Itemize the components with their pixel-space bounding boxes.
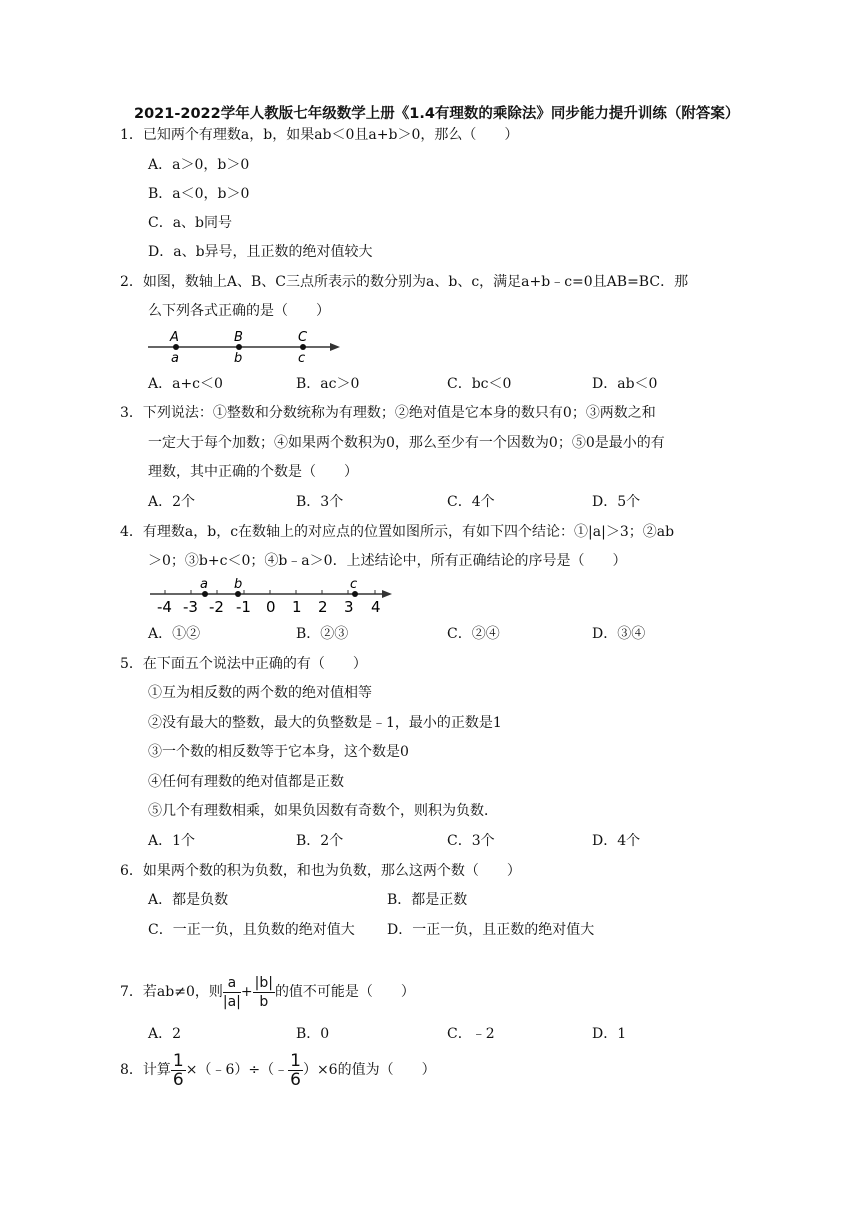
q4-tick-label: -3	[183, 598, 198, 616]
question-7-stem	[120, 970, 415, 1014]
question-4-stem-line1: 4．有理数a，b，c在数轴上的对应点的位置如图所示，有如下四个结论：①|a|＞3；②ab	[120, 524, 675, 540]
q4-option-a: A．①②	[148, 626, 201, 642]
q8-frac2-numerator: 1	[290, 1050, 301, 1071]
q6-option-b: B．都是正数	[387, 892, 468, 908]
q4-tick-label: -4	[157, 598, 172, 616]
q5-option-a: A．1个	[148, 833, 196, 849]
q7-frac1-numerator: a	[223, 974, 241, 993]
q4-tick-label: -2	[209, 598, 224, 616]
question-1-stem: 1．已知两个有理数a，b，如果ab＜0且a+b＞0，那么（ ）	[120, 127, 519, 143]
q2-label-B: B	[234, 330, 243, 345]
q7-plus-sign: +	[240, 984, 253, 1000]
q2-option-c: C．bc＜0	[447, 376, 512, 392]
q4-axis-arrow	[382, 590, 392, 598]
question-2-stem-line2: 么下列各式正确的是（ ）	[148, 303, 330, 319]
q1-option-b: B．a＜0，b＞0	[148, 186, 250, 202]
q8-stem-middle: ×（﹣6）÷（﹣	[185, 1062, 289, 1078]
q4-tick-label: 2	[318, 598, 328, 616]
q5-statement-4: ④任何有理数的绝对值都是正数	[148, 774, 344, 790]
q4-label-c: c	[350, 578, 358, 592]
q8-frac2-denominator: 6	[290, 1069, 301, 1090]
q7-frac1-denominator: |a|	[222, 993, 241, 1010]
q4-label-a: a	[200, 578, 208, 592]
q2-option-b: B．ac＞0	[296, 376, 360, 392]
q6-option-a: A．都是负数	[148, 892, 229, 908]
q2-option-d: D．ab＜0	[592, 376, 658, 392]
q8-fraction-one-sixth	[171, 1052, 186, 1089]
q6-option-c: C．一正一负，且负数的绝对值大	[148, 922, 355, 938]
q3-option-a: A．2个	[148, 494, 196, 510]
q5-statement-5: ⑤几个有理数相乘，如果负因数有奇数个，则积为负数．	[148, 803, 498, 819]
q7-frac2-denominator: b	[259, 993, 269, 1010]
question-2-stem-line1: 2．如图，数轴上A、B、C三点所表示的数分别为a、b、c，满足a+b﹣c=0且AB=BC．那	[120, 274, 689, 290]
q8-frac1-denominator: 6	[172, 1069, 184, 1090]
q2-option-a: A．a+c＜0	[148, 376, 223, 392]
q4-option-d: D．③④	[592, 626, 646, 642]
q2-number-line-figure	[146, 328, 346, 368]
q8-stem-prefix: 8．计算	[120, 1062, 171, 1078]
q5-statement-1: ①互为相反数的两个数的绝对值相等	[148, 685, 372, 701]
q5-statement-2: ②没有最大的整数，最大的负整数是﹣1，最小的正数是1	[148, 715, 502, 731]
question-8-stem	[120, 1048, 436, 1092]
q7-option-a: A．2	[148, 1026, 182, 1042]
q8-stem-suffix: ）×6的值为（ ）	[302, 1062, 436, 1078]
page-title: 2021-2022学年人教版七年级数学上册《1.4有理数的乘除法》同步能力提升训练（附答案）	[134, 106, 740, 122]
q1-option-a: A．a＞0，b＞0	[148, 157, 250, 173]
question-3-stem-line1: 3．下列说法：①整数和分数统称为有理数；②绝对值是它本身的数只有0；③两数之和	[120, 405, 656, 421]
q2-axis-arrow	[330, 343, 340, 351]
q5-option-b: B．2个	[296, 833, 344, 849]
q8-frac1-numerator: 1	[172, 1050, 184, 1071]
q4-option-b: B．②③	[296, 626, 349, 642]
q8-fraction-one-sixth-second	[288, 1052, 303, 1089]
q7-stem-prefix: 7．若ab≠0，则	[120, 984, 223, 1000]
q4-tick-label: -1	[236, 598, 251, 616]
q2-label-c: c	[298, 351, 306, 366]
q2-label-C: C	[298, 330, 308, 345]
q4-option-c: C．②④	[447, 626, 500, 642]
q1-option-d: D．a、b异号，且正数的绝对值较大	[148, 244, 373, 260]
q4-tick-label: 0	[266, 598, 276, 616]
q6-option-d: D．一正一负，且正数的绝对值大	[387, 922, 595, 938]
q5-option-c: C．3个	[447, 833, 495, 849]
q2-label-b: b	[234, 351, 243, 366]
q4-tick-label: 3	[344, 598, 354, 616]
q4-tick-label: 1	[292, 598, 302, 616]
q4-label-b: b	[234, 578, 243, 592]
q7-frac2-numerator: |b|	[254, 974, 273, 991]
q3-option-b: B．3个	[296, 494, 344, 510]
q7-option-b: B．0	[296, 1026, 330, 1042]
question-5-stem: 5．在下面五个说法中正确的有（ ）	[120, 656, 367, 672]
question-6-stem: 6．如果两个数的积为负数，和也为负数，那么这两个数（ ）	[120, 863, 521, 879]
q7-option-d: D．1	[592, 1026, 627, 1042]
question-3-stem-line2: 一定大于每个加数；④如果两个数积为0，那么至少有一个因数为0；⑤0是最小的有	[148, 435, 665, 451]
q7-fraction-abs-b-over-b	[253, 974, 275, 1011]
q7-option-c: C．﹣2	[447, 1026, 495, 1042]
q2-label-a: a	[171, 351, 179, 366]
question-4-stem-line2: ＞0；③b+c＜0；④b﹣a＞0．上述结论中，所有正确结论的序号是（ ）	[148, 553, 627, 569]
q2-label-A: A	[170, 330, 179, 345]
q4-number-line-figure	[148, 578, 398, 618]
q5-statement-3: ③一个数的相反数等于它本身，这个数是0	[148, 744, 409, 760]
q7-stem-suffix: 的值不可能是（ ）	[274, 984, 415, 1000]
q7-fraction-a-over-abs-a	[223, 974, 241, 1011]
q5-option-d: D．4个	[592, 833, 641, 849]
q3-option-c: C．4个	[447, 494, 495, 510]
q4-tick-label: 4	[371, 598, 381, 616]
q1-option-c: C．a、b同号	[148, 215, 233, 231]
question-3-stem-line3: 理数，其中正确的个数是（ ）	[148, 464, 358, 480]
q3-option-d: D．5个	[592, 494, 641, 510]
